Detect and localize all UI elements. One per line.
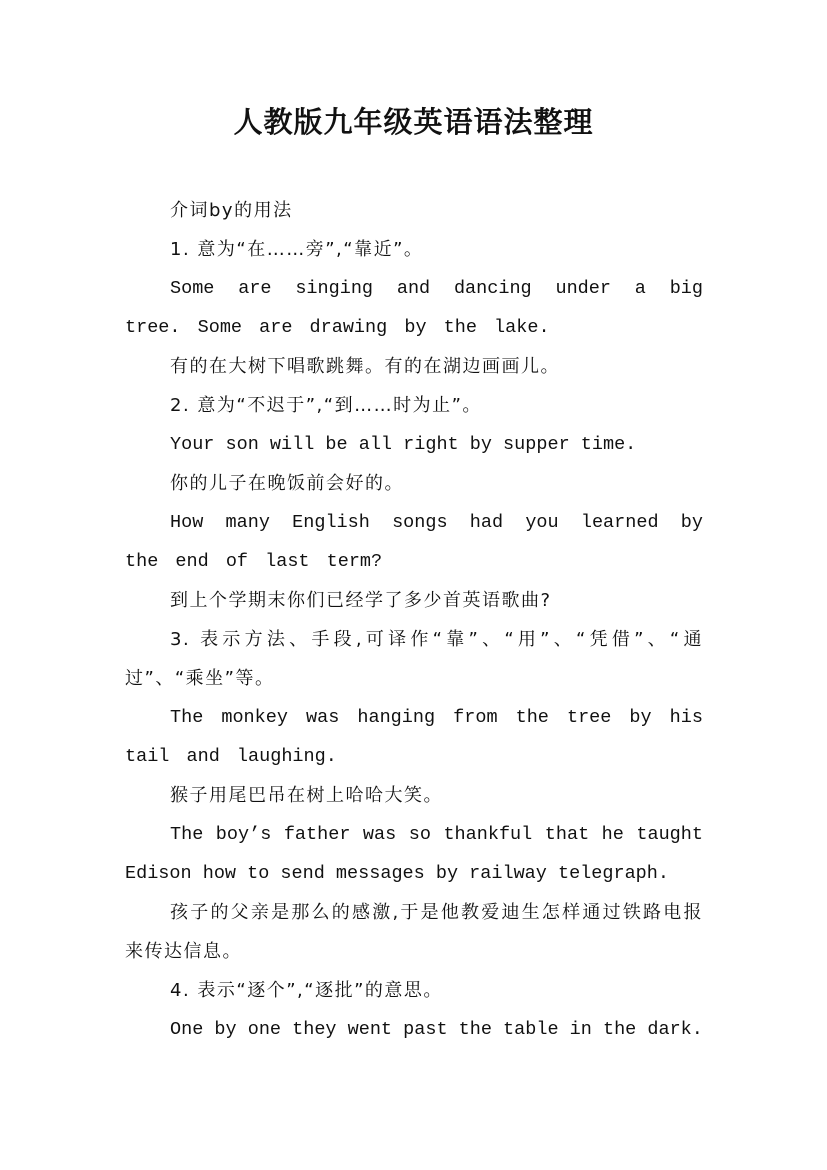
section-heading: 介词by的用法 xyxy=(170,200,293,221)
example-sentence-en: Some are singing and dancing under a big tree. Some are drawing by the lake. xyxy=(125,278,703,338)
example-sentence-en: The monkey was hanging from the tree by his tail and laughing. xyxy=(125,707,703,767)
example-sentence-en: The boy’s father was so thankful that he taught Edison how to send messages by railway telegraph. xyxy=(125,824,703,884)
rule-item: 2. 意为“不迟于”,“到……时为止”。 xyxy=(170,395,482,416)
example-sentence-en: How many English songs had you learned by the end of last term? xyxy=(125,512,703,572)
document-title: 人教版九年级英语语法整理 xyxy=(233,105,594,139)
rule-item: 1. 意为“在……旁”,“靠近”。 xyxy=(170,239,424,260)
rule-item: 3. 表示方法、手段,可译作“靠”、“用”、“凭借”、“通过”、“乘坐”等。 xyxy=(125,629,703,689)
example-translation-cn: 有的在大树下唱歌跳舞。有的在湖边画画儿。 xyxy=(170,356,560,377)
example-translation-cn: 你的儿子在晚饭前会好的。 xyxy=(170,473,404,494)
example-sentence-en: Your son will be all right by supper time. xyxy=(170,434,637,455)
document-body xyxy=(125,191,703,1049)
example-translation-cn: 猴子用尾巴吊在树上哈哈大笑。 xyxy=(170,785,443,806)
rule-item: 4. 表示“逐个”,“逐批”的意思。 xyxy=(170,980,443,1001)
example-translation-cn: 到上个学期末你们已经学了多少首英语歌曲? xyxy=(170,590,552,611)
example-sentence-en: One by one they went past the table in the dark. xyxy=(170,1019,703,1040)
example-translation-cn: 孩子的父亲是那么的感激,于是他教爱迪生怎样通过铁路电报来传达信息。 xyxy=(125,902,703,962)
